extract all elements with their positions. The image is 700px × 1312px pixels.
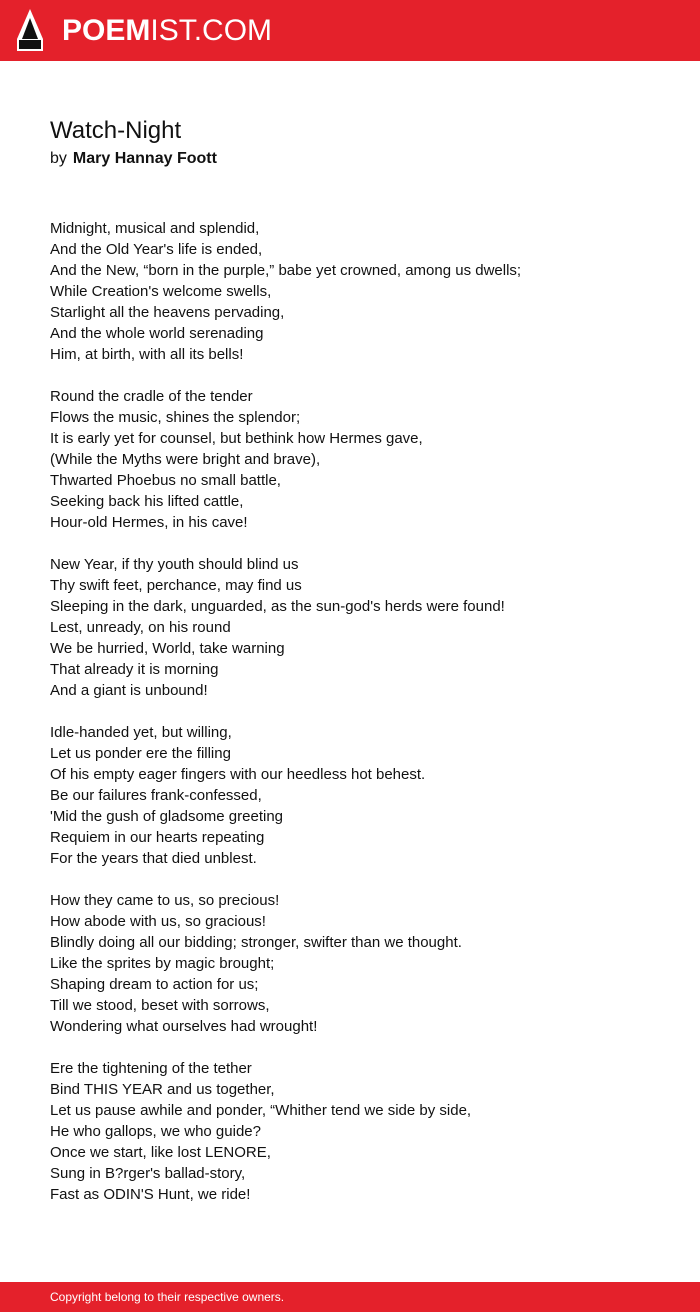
by-label: by xyxy=(50,150,67,167)
poem-line: And a giant is unbound! xyxy=(50,682,208,699)
poem-line: New Year, if thy youth should blind us xyxy=(50,556,299,573)
stanza xyxy=(50,722,670,869)
byline xyxy=(50,148,217,170)
poem-line: Seeking back his lifted cattle, xyxy=(50,493,244,510)
copyright-text: Copyright belong to their respective owners. xyxy=(50,1290,285,1304)
stanza xyxy=(50,386,670,533)
poem-title: Watch-Night xyxy=(50,117,182,144)
poem-line: Till we stood, beset with sorrows, xyxy=(50,997,270,1014)
poem-line: Sleeping in the dark, unguarded, as the sun-god's herds were found! xyxy=(50,598,505,615)
pencil-logo-icon[interactable] xyxy=(17,9,43,51)
poem-line: How they came to us, so precious! xyxy=(50,892,280,909)
stanza xyxy=(50,218,670,365)
poem-line: Midnight, musical and splendid, xyxy=(50,220,260,237)
poem-line: And the Old Year's life is ended, xyxy=(50,241,263,258)
poem-line: Starlight all the heavens pervading, xyxy=(50,304,285,321)
poem-line: Ere the tightening of the tether xyxy=(50,1060,252,1077)
stanza xyxy=(50,890,670,1037)
poem-line: Let us ponder ere the filling xyxy=(50,745,231,762)
poem-line: Him, at birth, with all its bells! xyxy=(50,346,244,363)
poem-line: 'Mid the gush of gladsome greeting xyxy=(50,808,284,825)
logo-text-light: IST.COM xyxy=(150,14,273,47)
stanza xyxy=(50,554,670,701)
poem-line: Thy swift feet, perchance, may find us xyxy=(50,577,302,594)
poem-line: Hour-old Hermes, in his cave! xyxy=(50,514,248,531)
poem-line: Lest, unready, on his round xyxy=(50,619,231,636)
poem-line: (While the Myths were bright and brave), xyxy=(50,451,321,468)
poem-line: Of his empty eager fingers with our heedless hot behest. xyxy=(50,766,426,783)
poem-line: Fast as ODIN'S Hunt, we ride! xyxy=(50,1186,251,1203)
poem-line: Be our failures frank-confessed, xyxy=(50,787,262,804)
poem-line: He who gallops, we who guide? xyxy=(50,1123,261,1140)
poem-line: Round the cradle of the tender xyxy=(50,388,253,405)
poem-line: And the whole world serenading xyxy=(50,325,264,342)
poem-line: Wondering what ourselves had wrought! xyxy=(50,1018,318,1035)
site-header xyxy=(0,0,700,61)
poem-line: Once we start, like lost LENORE, xyxy=(50,1144,271,1161)
poem-line: We be hurried, World, take warning xyxy=(50,640,285,657)
poem-line: Flows the music, shines the splendor; xyxy=(50,409,301,426)
poem-line: While Creation's welcome swells, xyxy=(50,283,272,300)
poem-line: Like the sprites by magic brought; xyxy=(50,955,275,972)
poem-line: Requiem in our hearts repeating xyxy=(50,829,265,846)
poem-line: Sung in B?rger's ballad-story, xyxy=(50,1165,246,1182)
poem-line: Idle-handed yet, but willing, xyxy=(50,724,232,741)
poem-line: For the years that died unblest. xyxy=(50,850,257,867)
poem-line: Let us pause awhile and ponder, “Whither tend we side by side, xyxy=(50,1102,472,1119)
poem-line: Blindly doing all our bidding; stronger, swifter than we thought. xyxy=(50,934,462,951)
poem-line: Thwarted Phoebus no small battle, xyxy=(50,472,281,489)
author-name: Mary Hannay Foott xyxy=(72,150,217,167)
poem-line: It is early yet for counsel, but bethink how Hermes gave, xyxy=(50,430,423,447)
poem-line: And the New, “born in the purple,” babe yet crowned, among us dwells; xyxy=(50,262,522,279)
site-logo[interactable] xyxy=(62,11,272,51)
site-footer xyxy=(0,1282,700,1312)
poem-line: That already it is morning xyxy=(50,661,219,678)
poem-line: Bind THIS YEAR and us together, xyxy=(50,1081,275,1098)
poem-line: Shaping dream to action for us; xyxy=(50,976,259,993)
stanza xyxy=(50,1058,670,1205)
poem-line: How abode with us, so gracious! xyxy=(50,913,266,930)
poem-body xyxy=(50,218,670,1226)
logo-text-bold: POEM xyxy=(62,14,151,47)
